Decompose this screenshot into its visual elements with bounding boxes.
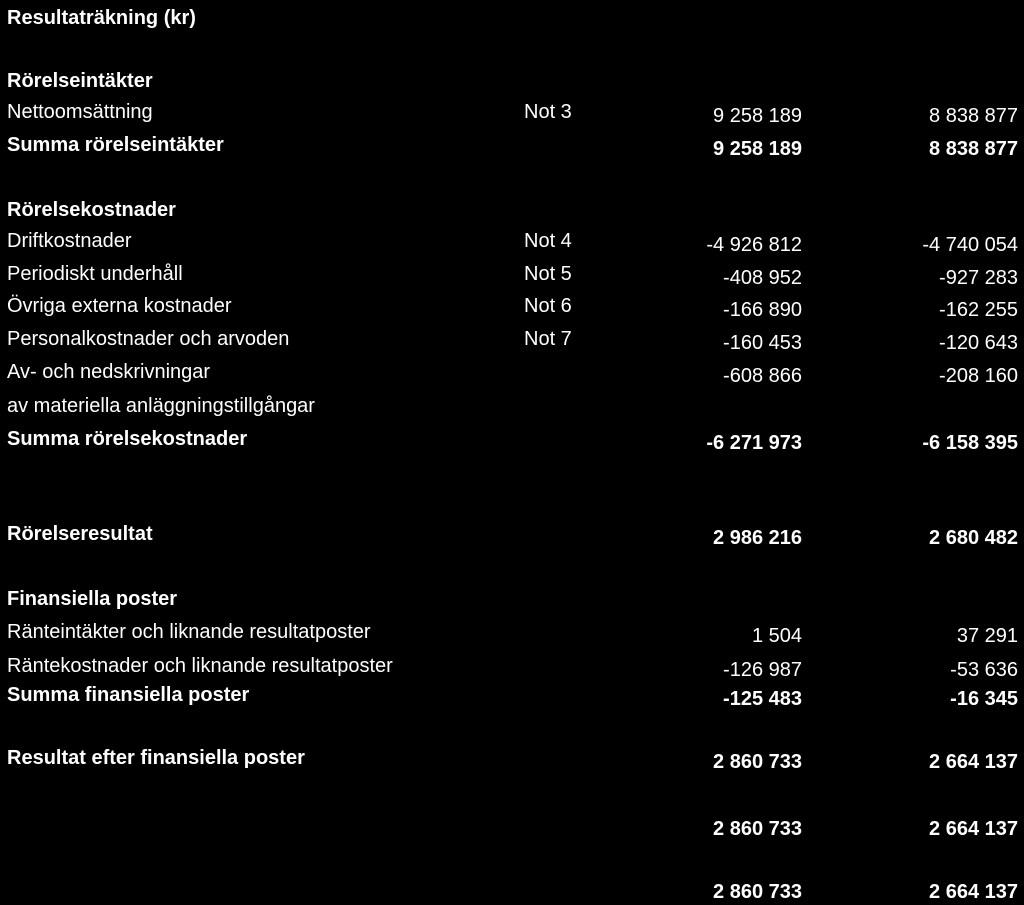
operating-result-label: Rörelseresultat (7, 523, 153, 545)
row-current-net-sales: 9 258 189 (713, 105, 802, 127)
row-current-periodic-maintenance: -408 952 (723, 267, 802, 289)
total-previous-financial-items: -16 345 (950, 688, 1018, 710)
row-previous-interest-income: 37 291 (956, 625, 1018, 647)
row-current-operating-costs: -4 926 812 (706, 234, 802, 256)
page-title: Resultaträkning (kr) (7, 7, 196, 29)
operating-result-current: 2 986 216 (713, 527, 802, 549)
row-previous-operating-costs: -4 740 054 (922, 234, 1018, 256)
row-label-interest-expense: Räntekostnader och liknande resultatposter (7, 655, 393, 677)
row-current-interest-income: 1 504 (751, 625, 802, 647)
subtotal-1-previous: 2 664 137 (929, 818, 1018, 840)
subtotal-2-previous: 2 664 137 (929, 881, 1018, 903)
row-note-periodic-maintenance: Not 5 (524, 263, 572, 285)
result-after-financial-label: Resultat efter finansiella poster (7, 747, 305, 769)
row-previous-net-sales: 8 838 877 (929, 105, 1018, 127)
row-previous-depreciation: -208 160 (939, 365, 1018, 387)
row-label-depreciation-continued: av materiella anläggningstillgångar (7, 395, 315, 417)
result-after-financial-previous: 2 664 137 (929, 751, 1018, 773)
row-previous-periodic-maintenance: -927 283 (939, 267, 1018, 289)
row-label-other-external-costs: Övriga externa kostnader (7, 295, 232, 317)
section-heading-operating-expenses: Rörelsekostnader (7, 199, 176, 221)
total-current-financial-items: -125 483 (723, 688, 802, 710)
total-current-operating-expenses: -6 271 973 (706, 432, 802, 454)
row-label-periodic-maintenance: Periodiskt underhåll (7, 263, 183, 285)
row-current-interest-expense: -126 987 (723, 659, 802, 681)
row-label-interest-income: Ränteintäkter och liknande resultatposter (7, 621, 371, 643)
row-previous-interest-expense: -53 636 (950, 659, 1018, 681)
operating-result-previous: 2 680 482 (929, 527, 1018, 549)
row-previous-personnel-costs: -120 643 (939, 332, 1018, 354)
row-note-operating-costs: Not 4 (524, 230, 572, 252)
row-current-other-external-costs: -166 890 (723, 299, 802, 321)
total-label-financial-items: Summa finansiella poster (7, 684, 250, 706)
row-note-other-external-costs: Not 6 (524, 295, 572, 317)
subtotal-1-current: 2 860 733 (713, 818, 802, 840)
row-note-net-sales: Not 3 (524, 101, 572, 123)
result-after-financial-current: 2 860 733 (713, 751, 802, 773)
row-current-personnel-costs: -160 453 (723, 332, 802, 354)
row-label-net-sales: Nettoomsättning (7, 101, 153, 123)
total-previous-operating-income: 8 838 877 (929, 138, 1018, 160)
section-heading-financial-items: Finansiella poster (7, 588, 178, 610)
row-label-operating-costs: Driftkostnader (7, 230, 132, 252)
row-previous-other-external-costs: -162 255 (939, 299, 1018, 321)
section-heading-operating-income: Rörelseintäkter (7, 70, 153, 92)
total-current-operating-income: 9 258 189 (713, 138, 802, 160)
row-current-depreciation: -608 866 (723, 365, 802, 387)
total-previous-operating-expenses: -6 158 395 (922, 432, 1018, 454)
subtotal-2-current: 2 860 733 (713, 881, 802, 903)
row-note-personnel-costs: Not 7 (524, 328, 572, 350)
total-label-operating-income: Summa rörelseintäkter (7, 134, 224, 156)
row-label-personnel-costs: Personalkostnader och arvoden (7, 328, 290, 350)
total-label-operating-expenses: Summa rörelsekostnader (7, 428, 248, 450)
row-label-depreciation: Av- och nedskrivningar (7, 361, 211, 383)
